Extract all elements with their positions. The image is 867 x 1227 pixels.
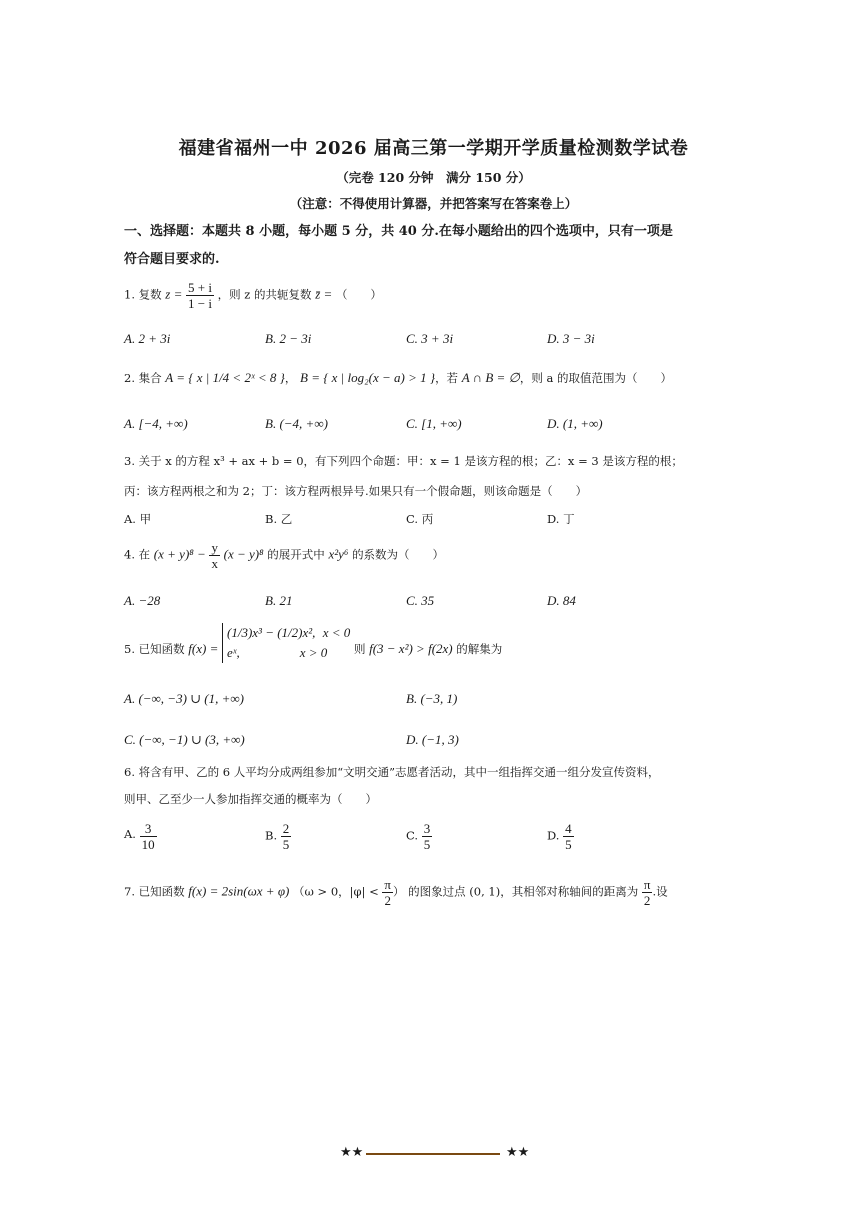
q1-blank: （ ）	[335, 287, 382, 302]
section-heading-cont: 符合题目要求的.	[124, 252, 220, 267]
section-heading: 一、选择题：本题共 8 小题，每小题 5 分，共 40 分.在每小题给出的四个选项中，只有一项是	[124, 224, 673, 239]
q2-option-a: A. [−4, +∞)	[124, 416, 188, 431]
q5-option-a: A. (−∞, −3) ∪ (1, +∞)	[124, 691, 245, 706]
q1-option-d: D. 3 − 3i	[547, 331, 595, 346]
q2-set-b: B = { x | log₂(x − a) > 1 }	[300, 370, 436, 385]
q5-piecewise: (1/3)x³ − (1/2)x², x < 0 eˣ, x > 0	[222, 623, 350, 663]
star-icon: ★★	[506, 1145, 530, 1160]
question-5: 5. 已知函数 f(x) = (1/3)x³ − (1/2)x², x < 0 eˣ, x > 0 则 f(3 − x²) > f(2x) 的解集为	[124, 623, 502, 663]
q2-option-d: D. (1, +∞)	[547, 416, 603, 431]
exam-note: （注意：不得使用计算器，并把答案写在答案卷上）	[289, 196, 578, 211]
q1-zbar: z̄ =	[315, 286, 333, 302]
q5-option-c: C. (−∞, −1) ∪ (3, +∞)	[124, 732, 245, 747]
q1-text: ，则 z 的共轭复数	[217, 287, 312, 302]
question-3-line1: 3. 关于 x 的方程 x³ + ax + b = 0，有下列四个命题：甲：x = 1 是该方程的根；乙：x = 3 是该方程的根；	[124, 454, 683, 468]
q6-option-b: B. $\frac{2}{5}$	[265, 821, 290, 852]
q4-option-b: B. 21	[265, 593, 293, 608]
q4-expr-a: (x + y)⁸ −	[153, 546, 206, 562]
q1-option-b: B. 2 − 3i	[265, 331, 312, 346]
page-footer-ornament	[340, 1145, 530, 1161]
q5-inequality: f(3 − x²) > f(2x)	[369, 641, 453, 656]
question-6-line2: 则甲、乙至少一人参加指挥交通的概率为（ ）	[124, 792, 377, 806]
question-3-line2: 丙：该方程两根之和为 2；丁：该方程两根异号.如果只有一个假命题，则该命题是（ ）	[124, 484, 588, 498]
q1-fraction: $\frac{5 + i}{1 - i}$	[188, 280, 212, 311]
q1-prefix: 复数	[138, 287, 162, 302]
q3-option-a: A. 甲	[124, 512, 152, 526]
q4-option-d: D. 84	[547, 593, 576, 608]
q4-expr-b: (x − y)⁸	[223, 546, 264, 562]
exam-time-info: （完卷 120 分钟 满分 150 分）	[336, 170, 531, 185]
q2-option-c: C. [1, +∞)	[406, 416, 462, 431]
q1-option-a: A. 2 + 3i	[124, 331, 171, 346]
q2-condition: A ∩ B = ∅	[461, 370, 520, 385]
q6-option-d: D. $\frac{4}{5}$	[547, 821, 572, 852]
q5-option-d: D. (−1, 3)	[406, 732, 459, 747]
q6-option-a: A. $\frac{3}{10}$	[124, 821, 155, 852]
q2-set-a: A = { x | 1/4 < 2ˣ < 8 }	[165, 370, 285, 385]
question-7: 7. 已知函数 f(x) = 2sin(ωx + φ) （ω > 0，|φ| < $\frac{\pi}{2}$ ） 的图象过点 (0, 1)，其相邻对称轴间的距离为 $\frac{\pi}{2}$ .设	[124, 877, 668, 908]
q4-term: x²y⁶	[328, 546, 349, 562]
q4-option-c: C. 35	[406, 593, 435, 608]
q4-option-a: A. −28	[124, 593, 161, 608]
q5-fx: f(x) =	[188, 641, 219, 656]
q1-z: z =	[165, 286, 183, 302]
question-2: 2. 集合 A = { x | 1/4 < 2ˣ < 8 }， B = { x | log₂(x − a) > 1 }，若 A ∩ B = ∅，则 a 的取值范围为（ ）	[124, 370, 673, 385]
q1-number: 1.	[124, 287, 135, 302]
footer-divider	[366, 1153, 500, 1155]
q6-option-c: C. $\frac{3}{5}$	[406, 821, 431, 852]
question-4: 4. 在 (x + y)⁸ − $\frac{y}{x}$ (x − y)⁸ 的展开式中 x²y⁶ 的系数为（ ）	[124, 540, 445, 571]
q7-fx: f(x) = 2sin(ωx + φ)	[188, 883, 290, 899]
q7-pi-half: $\frac{\pi}{2}$	[384, 877, 391, 908]
q3-option-d: D. 丁	[547, 512, 575, 526]
q7-pi-half-2: $\frac{\pi}{2}$	[643, 877, 651, 908]
q3-option-b: B. 乙	[265, 512, 293, 526]
question-6-line1: 6. 将含有甲、乙的 6 人平均分成两组参加“文明交通”志愿者活动，其中一组指挥交通一组分发宣传资料，	[124, 765, 660, 779]
page-title: 福建省福州一中 2026 届高三第一学期开学质量检测数学试卷	[178, 138, 689, 159]
q3-option-c: C. 丙	[406, 512, 434, 526]
q4-fraction: $\frac{y}{x}$	[211, 540, 218, 571]
question-1	[124, 280, 382, 311]
star-icon: ★★	[340, 1145, 364, 1160]
q5-option-b: B. (−3, 1)	[406, 691, 458, 706]
q1-option-c: C. 3 + 3i	[406, 331, 454, 346]
q2-option-b: B. (−4, +∞)	[265, 416, 328, 431]
